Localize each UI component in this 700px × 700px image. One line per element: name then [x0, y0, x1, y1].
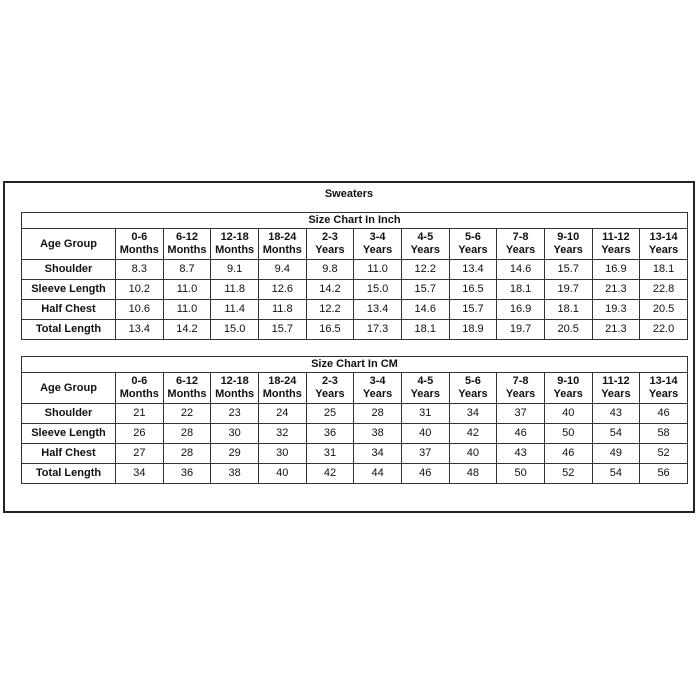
size-range: 2-3 [322, 375, 338, 387]
measurement-cell: 22.0 [640, 320, 688, 340]
page-title: Sweaters [324, 188, 374, 200]
measurement-cell: 15.0 [211, 320, 259, 340]
measurement-cell: 28 [163, 444, 211, 464]
table-row [22, 404, 688, 424]
size-header [258, 373, 306, 404]
table-row [22, 320, 688, 340]
table-row [22, 300, 688, 320]
size-unit: Years [458, 388, 488, 400]
measurement-cell: 17.3 [354, 320, 402, 340]
measurement-cell: 16.9 [592, 260, 640, 280]
size-header [544, 373, 592, 404]
measurement-cell: 43 [592, 404, 640, 424]
size-range: 7-8 [512, 375, 529, 387]
measurement-cell: 43 [497, 444, 545, 464]
measurement-cell: 11.8 [258, 300, 306, 320]
measurement-cell: 18.1 [497, 280, 545, 300]
measurement-cell: 11.0 [354, 260, 402, 280]
size-range: 18-24 [268, 231, 297, 243]
size-header [116, 373, 164, 404]
table-row [22, 464, 688, 484]
measurement-cell: 15.7 [258, 320, 306, 340]
age-group-header: Age Group [22, 229, 116, 260]
inch-size-table [21, 212, 688, 340]
measurement-cell: 22.8 [640, 280, 688, 300]
measurement-cell: 56 [640, 464, 688, 484]
size-header [640, 229, 688, 260]
table-title: Size Chart In Inch [22, 213, 688, 229]
measurement-cell: 9.4 [258, 260, 306, 280]
measurement-cell: 54 [592, 424, 640, 444]
size-header [497, 373, 545, 404]
measurement-cell: 28 [163, 424, 211, 444]
size-unit: Years [458, 244, 488, 256]
size-unit: Months [215, 388, 255, 400]
measurement-cell: 42 [306, 464, 354, 484]
size-unit: Years [410, 244, 440, 256]
measurement-cell: 52 [640, 444, 688, 464]
measurement-cell: 18.1 [640, 260, 688, 280]
size-range: 11-12 [602, 231, 630, 243]
measurement-cell: 42 [449, 424, 497, 444]
row-label: Shoulder [22, 404, 116, 424]
measurement-cell: 27 [116, 444, 164, 464]
measurement-cell: 40 [449, 444, 497, 464]
measurement-cell: 21.3 [592, 280, 640, 300]
table-row [22, 280, 688, 300]
measurement-cell: 11.8 [211, 280, 259, 300]
size-unit: Months [262, 388, 302, 400]
size-unit: Months [119, 244, 159, 256]
size-unit: Months [167, 388, 207, 400]
measurement-cell: 31 [306, 444, 354, 464]
measurement-cell: 44 [354, 464, 402, 484]
size-header [449, 373, 497, 404]
size-header [544, 229, 592, 260]
size-range: 7-8 [512, 231, 529, 243]
measurement-cell: 18.1 [544, 300, 592, 320]
measurement-cell: 34 [116, 464, 164, 484]
measurement-cell: 46 [640, 404, 688, 424]
size-header [401, 229, 449, 260]
measurement-cell: 40 [544, 404, 592, 424]
measurement-cell: 13.4 [449, 260, 497, 280]
measurement-cell: 32 [258, 424, 306, 444]
size-range: 9-10 [557, 375, 580, 387]
measurement-cell: 23 [211, 404, 259, 424]
measurement-cell: 21.3 [592, 320, 640, 340]
measurement-cell: 9.1 [211, 260, 259, 280]
size-header [163, 373, 211, 404]
measurement-cell: 11.0 [163, 300, 211, 320]
size-header [306, 229, 354, 260]
measurement-cell: 19.3 [592, 300, 640, 320]
measurement-cell: 16.9 [497, 300, 545, 320]
size-range: 12-18 [220, 231, 249, 243]
measurement-cell: 14.6 [401, 300, 449, 320]
size-range: 13-14 [649, 231, 678, 243]
size-range: 11-12 [602, 375, 630, 387]
measurement-cell: 18.1 [401, 320, 449, 340]
size-unit: Years [601, 244, 631, 256]
size-unit: Months [119, 388, 159, 400]
size-unit: Years [505, 388, 536, 400]
measurement-cell: 38 [354, 424, 402, 444]
measurement-cell: 31 [401, 404, 449, 424]
measurement-cell: 28 [354, 404, 402, 424]
size-header [354, 229, 402, 260]
row-label: Total Length [22, 320, 116, 340]
size-chart-frame [3, 181, 695, 513]
size-header [592, 373, 640, 404]
measurement-cell: 13.4 [354, 300, 402, 320]
table-row [22, 444, 688, 464]
row-label: Sleeve Length [22, 280, 116, 300]
measurement-cell: 16.5 [449, 280, 497, 300]
measurement-cell: 34 [449, 404, 497, 424]
size-unit: Months [167, 244, 207, 256]
measurement-cell: 48 [449, 464, 497, 484]
measurement-cell: 14.6 [497, 260, 545, 280]
measurement-cell: 46 [544, 444, 592, 464]
measurement-cell: 30 [258, 444, 306, 464]
measurement-cell: 18.9 [449, 320, 497, 340]
measurement-cell: 37 [497, 404, 545, 424]
row-label: Total Length [22, 464, 116, 484]
size-range: 5-6 [464, 375, 481, 387]
size-unit: Years [648, 388, 679, 400]
table-title: Size Chart In CM [22, 357, 688, 373]
measurement-cell: 46 [401, 464, 449, 484]
measurement-cell: 40 [258, 464, 306, 484]
size-header [401, 373, 449, 404]
size-header [163, 229, 211, 260]
size-unit: Years [410, 388, 440, 400]
size-range: 6-12 [175, 231, 198, 243]
measurement-cell: 10.2 [116, 280, 164, 300]
size-header [116, 229, 164, 260]
measurement-cell: 19.7 [497, 320, 545, 340]
measurement-cell: 14.2 [163, 320, 211, 340]
measurement-cell: 36 [163, 464, 211, 484]
size-range: 3-4 [369, 375, 386, 387]
measurement-cell: 34 [354, 444, 402, 464]
size-header [449, 229, 497, 260]
measurement-cell: 52 [544, 464, 592, 484]
measurement-cell: 8.7 [163, 260, 211, 280]
size-range: 9-10 [557, 231, 580, 243]
size-range: 18-24 [268, 375, 297, 387]
size-header [592, 229, 640, 260]
measurement-cell: 58 [640, 424, 688, 444]
cm-size-table [21, 356, 688, 484]
measurement-cell: 15.7 [401, 280, 449, 300]
size-range: 0-6 [131, 231, 148, 243]
row-label: Half Chest [22, 300, 116, 320]
size-header [211, 229, 259, 260]
measurement-cell: 10.6 [116, 300, 164, 320]
measurement-cell: 24 [258, 404, 306, 424]
measurement-cell: 54 [592, 464, 640, 484]
row-label: Shoulder [22, 260, 116, 280]
measurement-cell: 20.5 [544, 320, 592, 340]
size-range: 13-14 [649, 375, 678, 387]
size-range: 2-3 [322, 231, 338, 243]
measurement-cell: 15.7 [449, 300, 497, 320]
measurement-cell: 49 [592, 444, 640, 464]
measurement-cell: 26 [116, 424, 164, 444]
measurement-cell: 15.7 [544, 260, 592, 280]
measurement-cell: 15.0 [354, 280, 402, 300]
measurement-cell: 22 [163, 404, 211, 424]
table-row [22, 424, 688, 444]
size-unit: Years [553, 388, 583, 400]
measurement-cell: 38 [211, 464, 259, 484]
size-range: 4-5 [417, 375, 434, 387]
size-header [354, 373, 402, 404]
size-unit: Years [505, 244, 536, 256]
measurement-cell: 25 [306, 404, 354, 424]
measurement-cell: 12.2 [306, 300, 354, 320]
age-group-header: Age Group [22, 373, 116, 404]
size-unit: Years [362, 244, 393, 256]
measurement-cell: 20.5 [640, 300, 688, 320]
size-range: 6-12 [175, 375, 198, 387]
size-unit: Years [315, 244, 345, 256]
size-unit: Years [648, 244, 679, 256]
size-unit: Years [553, 244, 583, 256]
size-range: 0-6 [131, 375, 148, 387]
size-header [211, 373, 259, 404]
measurement-cell: 11.4 [211, 300, 259, 320]
size-unit: Years [362, 388, 393, 400]
measurement-cell: 11.0 [163, 280, 211, 300]
size-header [306, 373, 354, 404]
measurement-cell: 13.4 [116, 320, 164, 340]
measurement-cell: 12.6 [258, 280, 306, 300]
measurement-cell: 16.5 [306, 320, 354, 340]
measurement-cell: 21 [116, 404, 164, 424]
row-label: Half Chest [22, 444, 116, 464]
measurement-cell: 50 [544, 424, 592, 444]
measurement-cell: 19.7 [544, 280, 592, 300]
table-row [22, 260, 688, 280]
size-unit: Months [215, 244, 255, 256]
size-header [640, 373, 688, 404]
measurement-cell: 37 [401, 444, 449, 464]
measurement-cell: 8.3 [116, 260, 164, 280]
measurement-cell: 40 [401, 424, 449, 444]
size-unit: Years [601, 388, 631, 400]
measurement-cell: 29 [211, 444, 259, 464]
measurement-cell: 36 [306, 424, 354, 444]
size-range: 3-4 [369, 231, 386, 243]
measurement-cell: 14.2 [306, 280, 354, 300]
size-range: 4-5 [417, 231, 434, 243]
measurement-cell: 12.2 [401, 260, 449, 280]
size-header [258, 229, 306, 260]
size-unit: Years [315, 388, 345, 400]
size-range: 12-18 [220, 375, 249, 387]
measurement-cell: 46 [497, 424, 545, 444]
measurement-cell: 30 [211, 424, 259, 444]
measurement-cell: 9.8 [306, 260, 354, 280]
size-unit: Months [262, 244, 302, 256]
measurement-cell: 50 [497, 464, 545, 484]
row-label: Sleeve Length [22, 424, 116, 444]
size-range: 5-6 [464, 231, 481, 243]
size-header [497, 229, 545, 260]
